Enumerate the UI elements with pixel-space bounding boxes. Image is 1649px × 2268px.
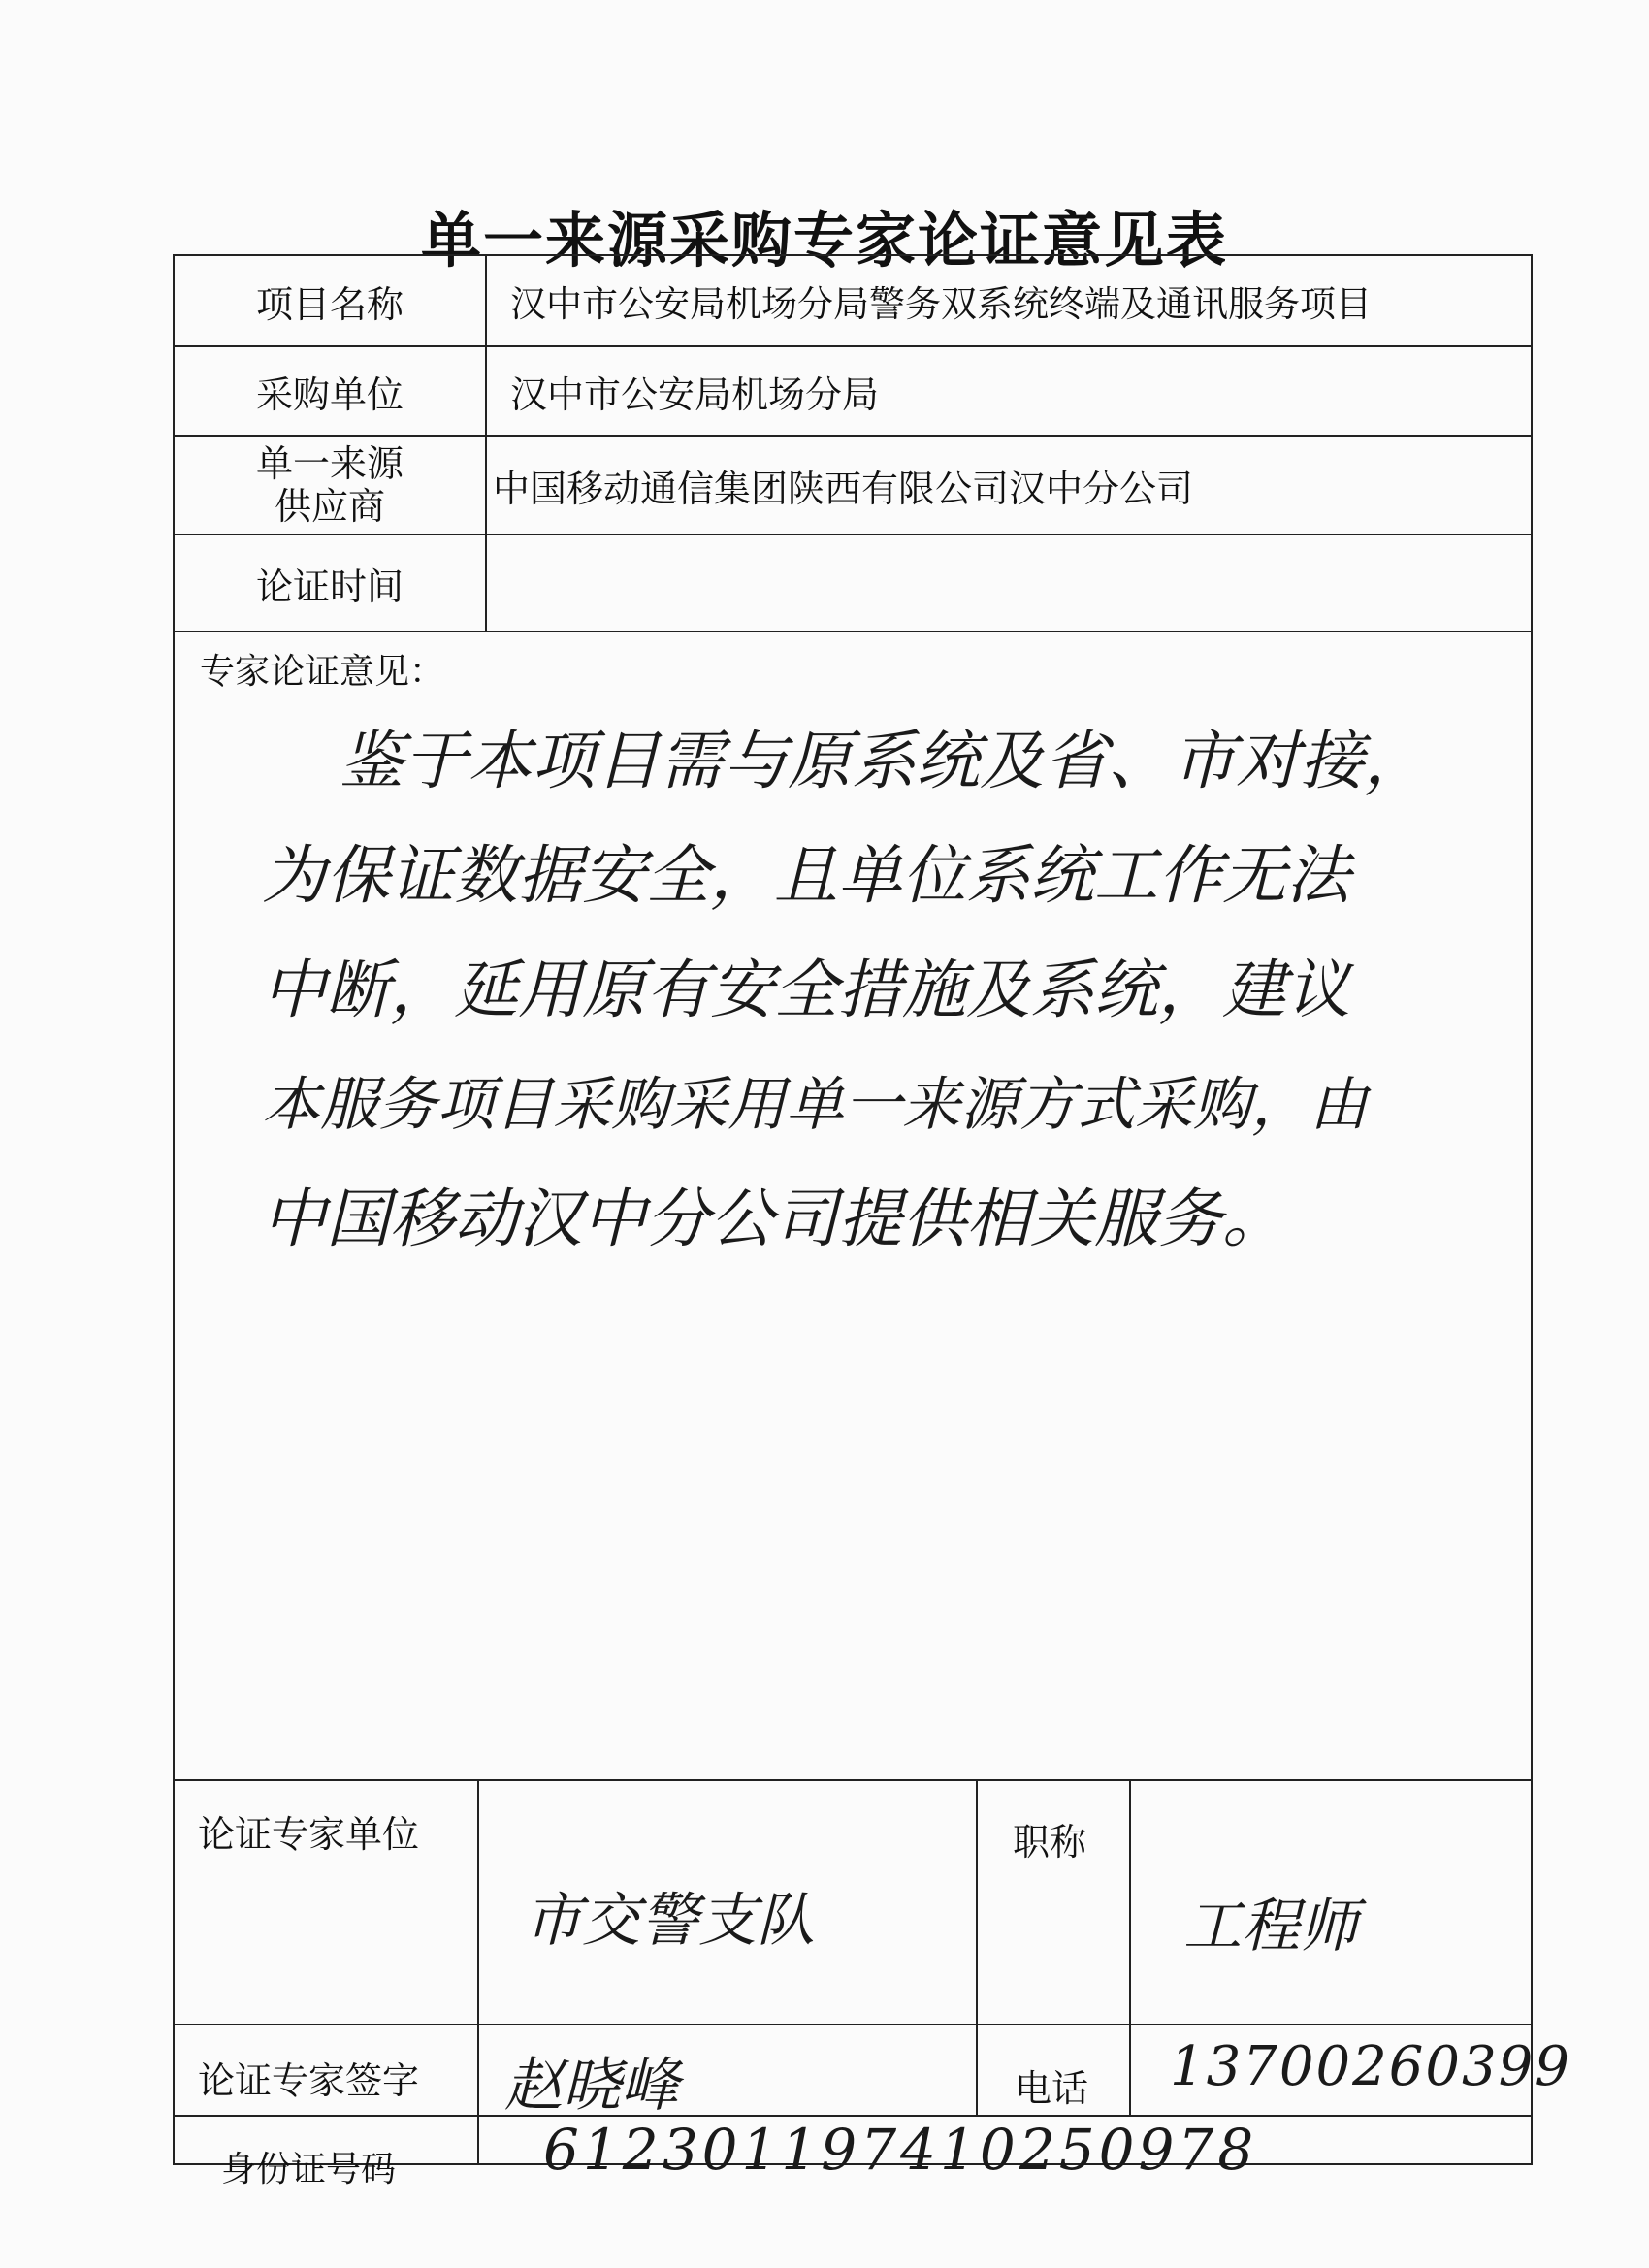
- signature-label: 论证专家签字: [198, 2059, 420, 2102]
- expert-unit-label: 论证专家单位: [198, 1813, 420, 1856]
- opinion-label: 专家论证意见：: [200, 652, 445, 692]
- title-value: 工程师: [1183, 1893, 1358, 1960]
- form-title: 单一来源采购专家论证意见表: [420, 205, 1228, 275]
- supplier-label: [175, 437, 485, 534]
- supplier-label-line2: 供应商: [274, 485, 385, 528]
- opinion-line: 本服务项目采购采用单一来源方式采购，由: [262, 1071, 1368, 1139]
- supplier-label-line1: 单一来源: [255, 442, 404, 485]
- purchaser-label: 采购单位: [255, 373, 404, 416]
- purchaser-value: 汉中市公安局机场分局: [510, 373, 880, 416]
- time-value: [487, 535, 1531, 631]
- phone-label: 电话: [1015, 2067, 1089, 2110]
- id-label: 身份证号码: [221, 2150, 397, 2189]
- signature-value: 赵晓峰: [504, 2052, 679, 2120]
- project-name-value: 汉中市公安局机场分局警务双系统终端及通讯服务项目: [510, 283, 1372, 325]
- time-label: 论证时间: [255, 565, 404, 608]
- supplier-value: 中国移动通信集团陕西有限公司汉中分公司: [493, 467, 1194, 510]
- opinion-line: 为保证数据安全，且单位系统工作无法: [262, 838, 1350, 913]
- phone-value: 13700260399: [1170, 2035, 1571, 2098]
- opinion-line: 中国移动汉中分公司提供相关服务。: [262, 1182, 1286, 1256]
- project-name-label: 项目名称: [255, 282, 404, 326]
- opinion-handwritten-text: [262, 704, 1484, 1277]
- expert-unit-value: 市交警支队: [524, 1887, 815, 1955]
- opinion-line: 鉴于本项目需与原系统及省、市对接，: [340, 724, 1428, 798]
- title-label: 职称: [1013, 1821, 1087, 1863]
- opinion-line: 中断，延用原有安全措施及系统，建议: [262, 953, 1350, 1027]
- id-value: 612301197410250978: [543, 2117, 1258, 2183]
- form-table: [173, 254, 1571, 2189]
